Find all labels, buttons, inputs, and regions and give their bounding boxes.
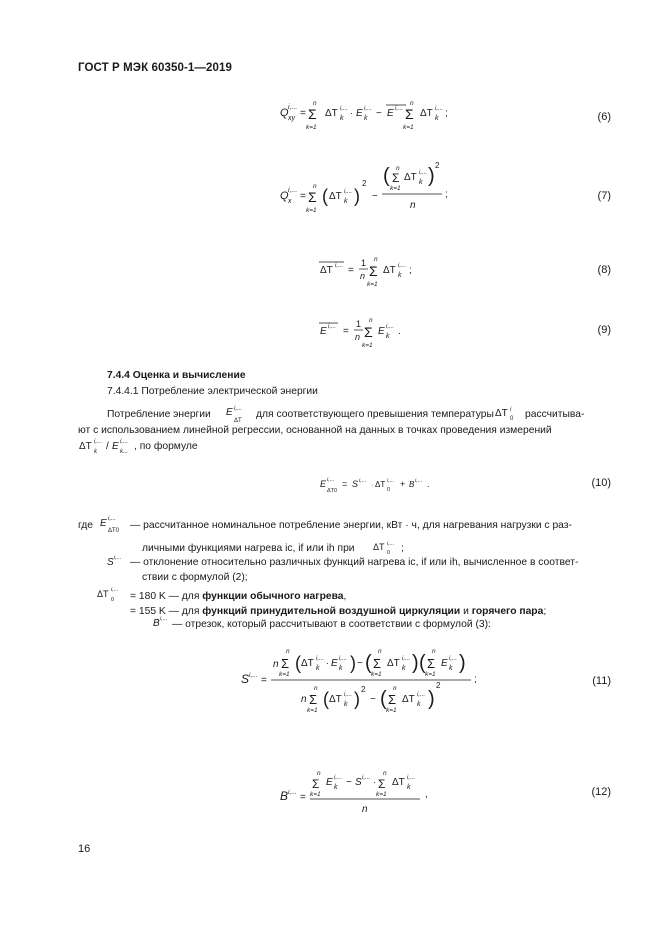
svg-text:i,...: i,... <box>111 587 119 593</box>
svg-text:(: ( <box>365 652 372 674</box>
svg-text:−: − <box>357 658 363 669</box>
s-symbol <box>106 552 128 570</box>
svg-text:S: S <box>241 672 250 686</box>
svg-text:i,...: i,... <box>160 616 168 622</box>
definition-text: — отрезок, который рассчитывают в соответствии с формулой (3): <box>172 619 491 630</box>
svg-text:i,...: i,... <box>344 189 353 195</box>
svg-text:k: k <box>334 784 338 791</box>
svg-text:Σ: Σ <box>373 656 382 671</box>
svg-text:(: ( <box>322 186 328 206</box>
svg-text:n: n <box>410 100 414 107</box>
svg-text:+: + <box>400 479 406 489</box>
svg-text:k: k <box>316 665 320 672</box>
svg-text:=: = <box>300 108 306 119</box>
svg-text:): ) <box>354 689 360 709</box>
svg-text:): ) <box>428 165 435 187</box>
paragraph-text: рассчитыва- <box>525 409 585 420</box>
svg-text:i,...: i,... <box>234 406 243 412</box>
svg-text:k=1: k=1 <box>367 281 378 288</box>
svg-text:E: E <box>356 108 363 119</box>
svg-text:n: n <box>355 332 361 342</box>
svg-text:ΔT: ΔT <box>234 418 242 424</box>
svg-text:;: ; <box>409 265 412 276</box>
formula-7 <box>270 160 460 222</box>
svg-text:Σ: Σ <box>364 324 373 340</box>
svg-text:2: 2 <box>436 681 441 690</box>
svg-text:1: 1 <box>356 319 362 329</box>
svg-text:): ) <box>412 652 419 674</box>
svg-text:i,...: i,... <box>288 789 297 796</box>
svg-text:ΔT: ΔT <box>301 658 314 669</box>
svg-text:n: n <box>410 200 416 211</box>
svg-text:i,...: i,... <box>334 775 343 781</box>
document-header: ГОСТ Р МЭК 60350-1—2019 <box>78 62 232 74</box>
svg-text:ΔT: ΔT <box>97 589 109 599</box>
svg-text:E: E <box>320 326 327 337</box>
svg-text:Σ: Σ <box>427 656 436 671</box>
svg-text:Σ: Σ <box>388 692 397 707</box>
svg-text:k=1: k=1 <box>362 342 373 349</box>
svg-text:ΔT: ΔT <box>375 480 386 489</box>
svg-text:): ) <box>354 186 360 206</box>
svg-text:=: = <box>343 326 349 337</box>
svg-text:Σ: Σ <box>392 171 400 185</box>
svg-text:): ) <box>350 653 356 673</box>
svg-text:k=1: k=1 <box>371 671 382 678</box>
svg-text:k: k <box>364 115 368 122</box>
svg-text:2: 2 <box>362 179 367 188</box>
svg-text:=: = <box>342 479 348 489</box>
svg-text:k: k <box>435 115 439 122</box>
svg-text:k: k <box>417 701 421 708</box>
b-symbol <box>152 613 172 631</box>
svg-text:n: n <box>378 648 382 655</box>
equation-number: (6) <box>597 111 611 123</box>
svg-text:i,...: i,... <box>398 263 407 269</box>
svg-text:i,...: i,... <box>387 541 395 547</box>
svg-text:Σ: Σ <box>309 692 318 707</box>
svg-text:n: n <box>393 685 397 692</box>
definition-text: ; <box>401 543 404 554</box>
svg-text:n: n <box>360 271 366 281</box>
svg-text:ΔT: ΔT <box>495 408 508 419</box>
svg-text:i,...: i,... <box>386 324 395 330</box>
svg-text:2: 2 <box>361 685 366 694</box>
svg-text:k=1: k=1 <box>376 791 387 798</box>
svg-text:k: k <box>419 179 423 186</box>
svg-text:k: k <box>402 665 406 672</box>
subsection-heading: 7.4.4.1 Потребление электрической энергии <box>107 386 318 397</box>
svg-text:i,...: i,... <box>339 656 348 662</box>
svg-text:−: − <box>370 694 376 705</box>
paragraph-text: ют с использованием линейной регрессии, основанной на данных в точках проведения измерений <box>78 425 552 436</box>
definition-text: — отклонение относительно различных функций нагрева ic, if или ih, вычисленное в соответ- <box>130 557 579 568</box>
definition-text-part: = 180 K — для <box>130 591 200 602</box>
svg-text:i,...: i,... <box>108 516 117 522</box>
svg-text:n: n <box>314 685 318 692</box>
paragraph-text: Потребление энергии <box>107 409 211 420</box>
svg-text:k: k <box>386 333 390 340</box>
svg-text:·: · <box>326 658 329 668</box>
svg-text:=: = <box>348 265 354 276</box>
definition-text-part: , <box>343 591 347 602</box>
formula-6 <box>270 92 460 136</box>
equation-number: (12) <box>591 786 611 798</box>
svg-text:k=1: k=1 <box>425 671 436 678</box>
svg-text:(: ( <box>383 165 390 187</box>
svg-text:(: ( <box>380 688 387 710</box>
svg-text:Q: Q <box>280 107 289 119</box>
svg-text:B: B <box>280 789 289 803</box>
formula-10 <box>315 472 445 498</box>
svg-text:): ) <box>459 652 466 674</box>
svg-text:i,...: i,... <box>417 692 426 698</box>
svg-text:i,...: i,... <box>114 555 122 561</box>
svg-text:=: = <box>300 191 306 202</box>
svg-text:0: 0 <box>111 597 115 603</box>
equation-number: (9) <box>597 324 611 336</box>
svg-text:E: E <box>320 479 327 489</box>
svg-text:n: n <box>432 648 436 655</box>
svg-text:S: S <box>352 479 359 489</box>
svg-text:i,...: i,... <box>340 106 349 112</box>
svg-text:k...: k... <box>120 449 129 455</box>
svg-text:E: E <box>441 658 448 669</box>
svg-text:=: = <box>300 792 306 803</box>
svg-text:k: k <box>449 665 453 672</box>
svg-text:(: ( <box>419 652 426 674</box>
svg-text:i,...: i,... <box>120 439 129 445</box>
svg-text:k: k <box>398 272 402 279</box>
svg-text:ΔT: ΔT <box>329 694 342 705</box>
svg-text:i,...: i,... <box>415 478 423 484</box>
svg-text:xy: xy <box>288 115 295 122</box>
svg-text:n: n <box>317 770 321 777</box>
svg-text:i: i <box>510 407 512 413</box>
svg-text:ΔT: ΔT <box>329 191 342 202</box>
svg-text:ΔT: ΔT <box>325 108 338 119</box>
svg-text:0: 0 <box>387 487 391 493</box>
svg-text:Σ: Σ <box>378 777 386 791</box>
definition-bold-text: горячего пара <box>471 606 544 617</box>
svg-text:i,...: i,... <box>328 324 337 330</box>
equation-number: (10) <box>591 477 611 489</box>
svg-text:k: k <box>94 449 97 455</box>
svg-text:i,...: i,... <box>327 477 335 483</box>
definition-text-part: и <box>463 606 469 617</box>
svg-text:i,...: i,... <box>402 656 411 662</box>
svg-text:k=1: k=1 <box>279 671 290 678</box>
svg-text:k=1: k=1 <box>306 124 317 131</box>
svg-text:·: · <box>371 482 374 489</box>
svg-text:Σ: Σ <box>312 777 320 791</box>
svg-text:i,...: i,... <box>94 439 103 445</box>
svg-text:−: − <box>372 191 378 202</box>
svg-text:E: E <box>112 441 119 452</box>
svg-text:(: ( <box>323 689 329 709</box>
svg-text:ΔT: ΔT <box>79 441 92 452</box>
delta-t0-symbol <box>96 583 130 605</box>
svg-text:n: n <box>362 804 368 815</box>
svg-text:ΔT: ΔT <box>387 658 400 669</box>
svg-text:i,...: i,... <box>419 170 428 176</box>
svg-text:n: n <box>383 770 387 777</box>
svg-text:k=1: k=1 <box>390 185 401 192</box>
svg-text:S: S <box>107 557 114 568</box>
svg-text:=: = <box>261 675 267 686</box>
svg-text:i,...: i,... <box>288 104 298 111</box>
svg-text:i,...: i,... <box>364 106 373 112</box>
definition-text: — рассчитанное номинальное потребление энергии, кВт · ч, для нагревания нагрузки с раз- <box>130 520 572 531</box>
svg-text:x: x <box>288 198 292 205</box>
equation-number: (11) <box>592 675 611 687</box>
svg-text:ΔT: ΔT <box>404 172 417 183</box>
svg-text:−: − <box>346 777 352 788</box>
svg-text:n: n <box>313 100 317 107</box>
svg-text:i,...: i,... <box>359 478 367 484</box>
svg-text:k: k <box>407 784 411 791</box>
formula-11 <box>235 640 505 720</box>
svg-text:n: n <box>286 648 290 655</box>
svg-text:E: E <box>226 407 233 418</box>
formula-8 <box>310 248 420 290</box>
svg-text:0: 0 <box>510 416 514 422</box>
svg-text:k: k <box>344 198 348 205</box>
svg-text:i,...: i,... <box>407 775 416 781</box>
svg-text:): ) <box>428 688 435 710</box>
svg-text:,: , <box>425 789 428 800</box>
svg-text:k=1: k=1 <box>306 207 317 214</box>
paragraph-text: для соответствующего превышения температуры <box>256 409 494 420</box>
svg-text:E: E <box>100 518 107 529</box>
svg-text:B: B <box>409 480 415 489</box>
definition-text-part: = 155 K — для <box>130 606 200 617</box>
section-heading: 7.4.4 Оценка и вычисление <box>107 370 246 381</box>
svg-text:;: ; <box>474 674 477 685</box>
svg-text:n: n <box>396 165 400 172</box>
svg-text:i,...: i,... <box>249 672 258 679</box>
svg-text:·: · <box>373 777 376 787</box>
svg-text:i,...: i,... <box>449 656 458 662</box>
svg-text:Σ: Σ <box>281 656 290 671</box>
svg-text:1: 1 <box>361 258 367 268</box>
svg-text:n: n <box>301 694 307 705</box>
svg-text:i,...: i,... <box>316 656 325 662</box>
svg-text:k: k <box>340 115 344 122</box>
svg-text:Σ: Σ <box>308 106 317 122</box>
svg-text:E: E <box>387 108 394 119</box>
svg-text:n: n <box>374 256 378 263</box>
svg-text:k=1: k=1 <box>403 124 414 131</box>
svg-text:k=1: k=1 <box>310 791 321 798</box>
svg-text:ΔT0: ΔT0 <box>108 528 120 534</box>
svg-text:E: E <box>331 658 338 669</box>
svg-text:ΔT: ΔT <box>392 777 405 788</box>
svg-text:ΔT0: ΔT0 <box>327 488 338 494</box>
definition-bold-text: функции обычного нагрева <box>202 591 344 602</box>
svg-text:E: E <box>378 326 385 337</box>
svg-text:;: ; <box>445 189 448 200</box>
svg-text:k=1: k=1 <box>386 707 397 714</box>
svg-text:Σ: Σ <box>405 106 414 122</box>
svg-text:.: . <box>427 479 430 489</box>
svg-text:i,...: i,... <box>435 106 444 112</box>
measurement-points-symbol <box>78 435 138 459</box>
svg-text:k: k <box>344 701 348 708</box>
equation-number: (7) <box>597 190 611 202</box>
definition-bold-text: функций принудительной воздушной циркуляции <box>202 606 461 617</box>
svg-text:S: S <box>355 777 362 788</box>
svg-text:Σ: Σ <box>369 263 378 279</box>
svg-text:0: 0 <box>387 550 391 556</box>
svg-text:k: k <box>339 665 343 672</box>
paragraph-text: , по формуле <box>134 441 198 452</box>
svg-text:i,...: i,... <box>288 187 298 194</box>
svg-text:ΔT: ΔT <box>320 265 333 276</box>
svg-text:−: − <box>376 108 382 119</box>
svg-text:Q: Q <box>280 190 289 202</box>
svg-text:E: E <box>326 777 333 788</box>
svg-text:k=1: k=1 <box>307 707 318 714</box>
equation-number: (8) <box>597 264 611 276</box>
definition-text <box>130 589 346 605</box>
svg-text:ΔT: ΔT <box>373 542 385 552</box>
svg-text:2: 2 <box>435 161 440 170</box>
svg-text:ΔT: ΔT <box>402 694 415 705</box>
svg-text:i,...: i,... <box>344 692 353 698</box>
energy-nominal-symbol <box>98 512 128 538</box>
svg-text:;: ; <box>445 108 448 119</box>
definition-text-part: ; <box>543 606 547 617</box>
svg-text:i,...: i,... <box>395 106 404 112</box>
svg-text:n: n <box>273 659 279 670</box>
page-number: 16 <box>78 843 91 855</box>
svg-text:/: / <box>106 441 109 452</box>
svg-text:i,...: i,... <box>362 775 371 781</box>
where-label: где <box>78 520 94 531</box>
formula-9 <box>310 309 410 351</box>
svg-text:i,...: i,... <box>335 263 344 269</box>
formula-12 <box>272 763 442 819</box>
svg-text:·: · <box>350 108 353 118</box>
svg-text:(: ( <box>295 653 301 673</box>
svg-text:.: . <box>398 326 401 337</box>
svg-text:B: B <box>153 618 160 629</box>
definition-text: ствии с формулой (2); <box>142 572 248 583</box>
definition-text: личными функциями нагрева ic, if или ih при <box>142 543 355 554</box>
svg-text:ΔT: ΔT <box>383 265 396 276</box>
svg-text:n: n <box>313 183 317 190</box>
svg-text:ΔT: ΔT <box>420 108 433 119</box>
svg-text:i,...: i,... <box>387 478 395 484</box>
svg-text:n: n <box>369 317 373 324</box>
svg-text:Σ: Σ <box>308 189 317 205</box>
